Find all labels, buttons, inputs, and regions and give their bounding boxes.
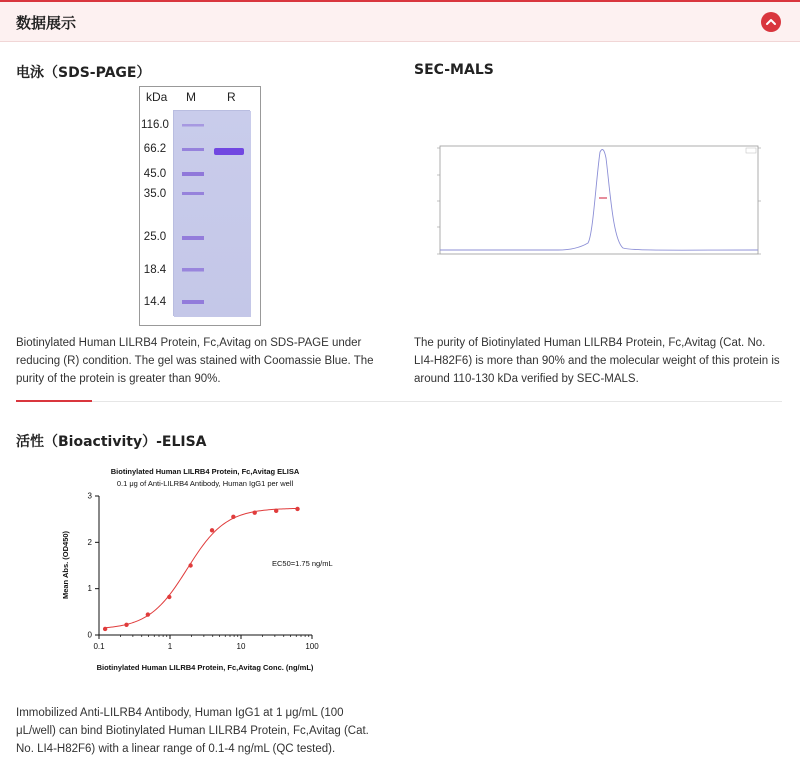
data-points: [103, 507, 300, 631]
y-tick-label: 3: [87, 491, 92, 501]
data-point: [167, 595, 171, 599]
x-tick-label: 100: [305, 642, 319, 651]
x-axis-label: Biotinylated Human LILRB4 Protein, Fc,Avitag Conc. (ng/mL): [96, 663, 314, 672]
section-divider: [16, 401, 782, 402]
section-header-title: 数据展示: [16, 14, 77, 32]
y-tick-label: 1: [87, 584, 92, 594]
sec-mals-caption: The purity of Biotinylated Human LILRB4 Protein, Fc,Avitag (Cat. No. LI4-H82F6) is more than 90% and the molecular weight of this protein is around 110-130 kDa verified by SEC-MALS.: [414, 337, 780, 385]
data-point: [146, 612, 150, 616]
y-tick-label: 2: [87, 537, 92, 547]
marker-band-18: [182, 268, 204, 272]
marker-band-66: [182, 148, 204, 151]
marker-band-25: [182, 236, 204, 240]
section-header: [0, 0, 800, 42]
data-point: [210, 528, 214, 532]
gel-header-marker: M: [186, 90, 196, 104]
x-tick-label: 10: [236, 642, 246, 651]
gel-marker-label: 14.4: [143, 296, 167, 308]
elisa-chart: [50, 460, 370, 675]
gel-marker-label: 25.0: [143, 231, 167, 243]
marker-band-45: [182, 172, 204, 176]
sec-mals-chart: [418, 140, 768, 270]
y-axis-label: Mean Abs. (OD450): [61, 530, 70, 600]
sds-page-title: 电泳（SDS-PAGE）: [16, 65, 151, 81]
data-point: [295, 507, 299, 511]
gel-header-reducing: R: [227, 90, 236, 104]
collapse-button[interactable]: [761, 12, 781, 32]
gel-header-kda: kDa: [146, 90, 168, 104]
chevron-up-icon: [765, 16, 777, 28]
y-tick-label: 0: [87, 630, 92, 640]
chart-axes: [88, 492, 320, 652]
marker-band-35: [182, 192, 204, 195]
marker-band-116: [182, 124, 204, 127]
fit-curve: [105, 508, 298, 627]
sec-mals-title: SEC-MALS: [414, 62, 494, 78]
data-point: [253, 510, 257, 514]
gel-marker-label: 35.0: [143, 188, 167, 200]
elisa-title: 活性（Bioactivity）-ELISA: [16, 434, 207, 450]
sample-band-reducing: [214, 148, 244, 155]
ec50-annotation: EC50=1.75 ng/mL: [272, 559, 333, 568]
section-divider-accent: [16, 400, 92, 402]
gel-marker-label: 18.4: [143, 264, 167, 276]
sds-caption: Biotinylated Human LILRB4 Protein, Fc,Avitag on SDS-PAGE under reducing (R) condition. The gel was stained with Coomassie Blue. The purity of the protein is greater than 90%.: [16, 337, 374, 385]
chart-subtitle: 0.1 μg of Anti-LILRB4 Antibody, Human IgG1 per well: [116, 479, 294, 488]
elisa-caption: Immobilized Anti-LILRB4 Antibody, Human IgG1 at 1 μg/mL (100 μL/well) can bind Biotinylated Human LILRB4 Protein, Fc,Avitag (Cat. No. LI4-H82F6) with a linear range of 0.1-4 ng/mL (QC tested).: [16, 707, 369, 755]
gel-marker-label: 116.0: [141, 119, 169, 131]
gel-marker-label: 66.2: [143, 143, 167, 155]
chart-title: Biotinylated Human LILRB4 Protein, Fc,Avitag ELISA: [110, 467, 300, 476]
data-point: [188, 563, 192, 567]
data-point: [274, 509, 278, 513]
data-point: [124, 623, 128, 627]
gel-bands: [174, 111, 251, 317]
data-point: [231, 515, 235, 519]
x-tick-label: 0.1: [93, 642, 105, 651]
gel-lanes: [173, 110, 250, 316]
data-point: [103, 627, 107, 631]
x-tick-label: 1: [167, 642, 173, 651]
marker-band-14: [182, 300, 204, 304]
gel-marker-label: 45.0: [143, 168, 167, 180]
